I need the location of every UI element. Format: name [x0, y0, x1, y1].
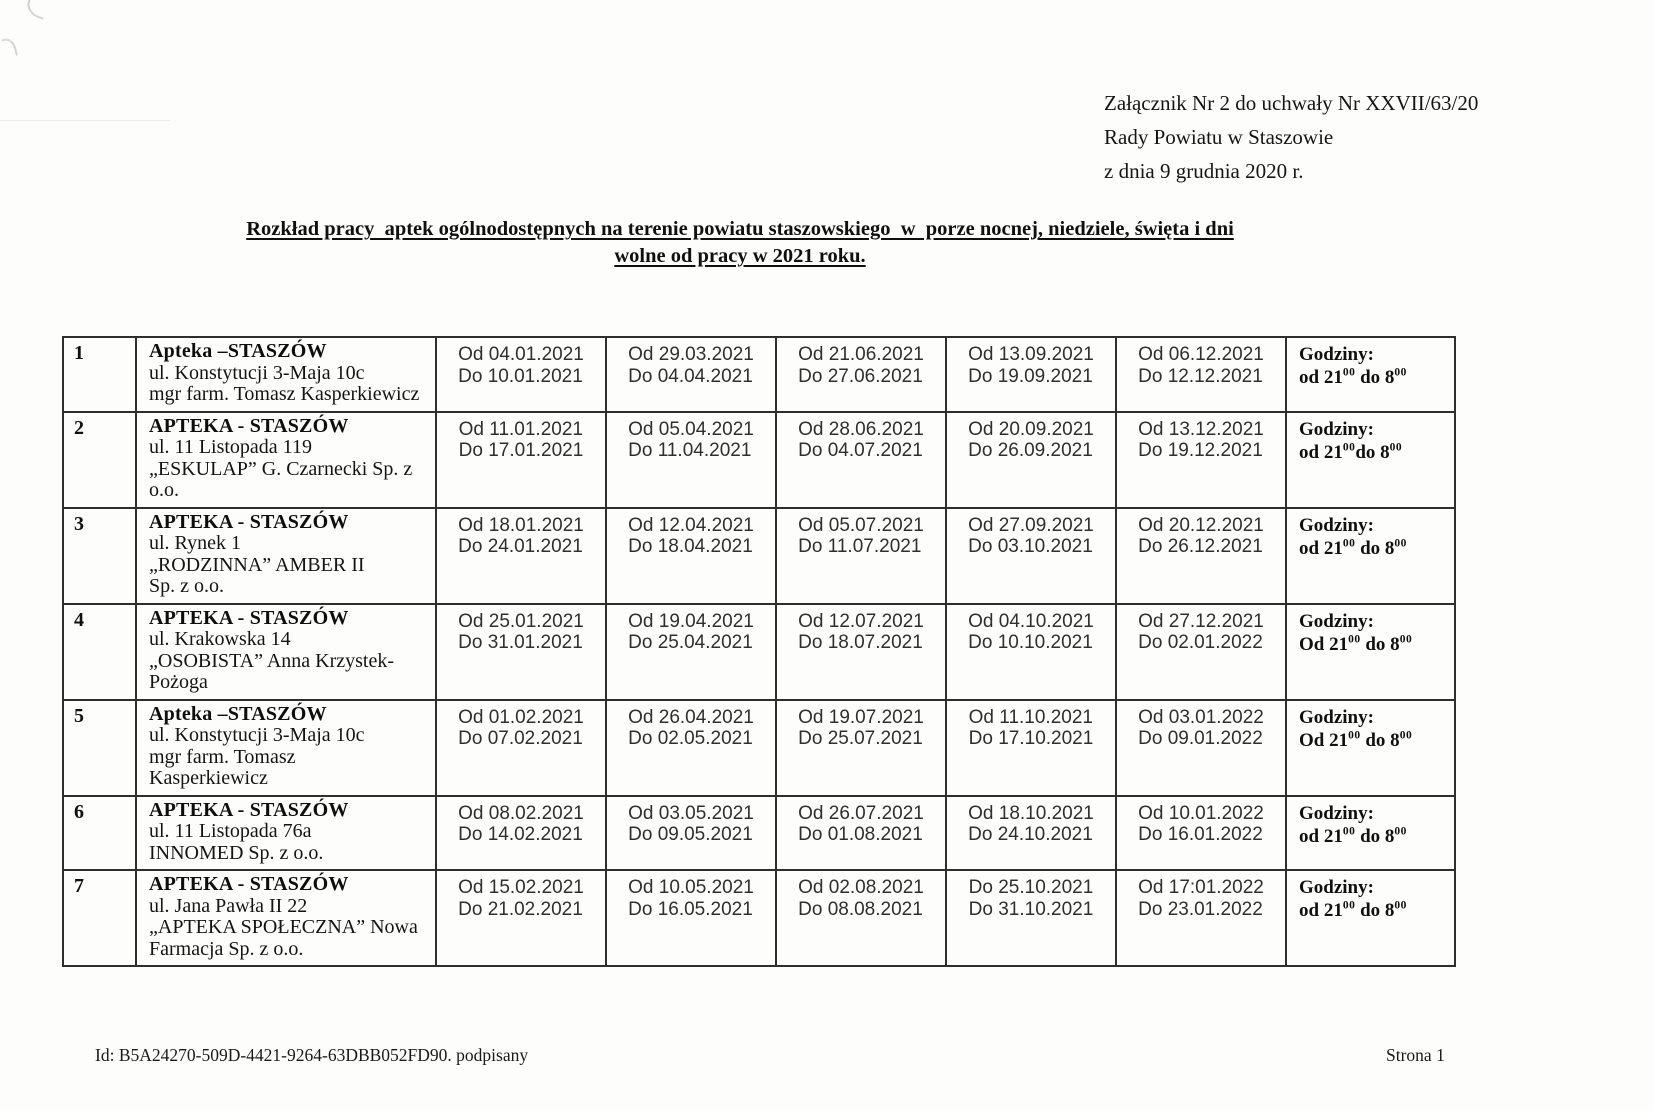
period-dates — [1138, 877, 1264, 920]
hours-text: od 21 — [1299, 900, 1343, 921]
period-end-date: Do 26.12.2021 — [1138, 536, 1263, 557]
schedule-period-cell — [436, 796, 606, 871]
pharmacy-name: Apteka –STASZÓW — [149, 702, 327, 725]
hours-superscript: 00 — [1342, 537, 1356, 550]
period-dates — [1138, 707, 1264, 750]
pharmacy-name: Apteka –STASZÓW — [149, 340, 327, 362]
attachment-reference: Załącznik Nr 2 do uchwały Nr XXVII/63/20 — [1104, 91, 1479, 115]
period-end-date: Do 16.01.2022 — [1138, 824, 1263, 845]
period-end-date: Do 18.07.2021 — [798, 632, 923, 653]
pharmacy-row — [63, 796, 1455, 871]
hours-text: Od 21 — [1299, 633, 1349, 655]
schedule-period-cell — [946, 337, 1116, 412]
schedule-period-cell — [436, 700, 606, 796]
period-start-date: Od 29.03.2021 — [628, 344, 754, 365]
period-start-date: Od 04.01.2021 — [458, 344, 584, 365]
title-line-1: Rozkład pracy aptek ogólnodostępnych na terenie powiatu staszowskiego w porze nocnej, niedziele, święta i dni — [246, 218, 1234, 240]
schedule-period-cell — [776, 508, 946, 604]
period-start-date: Od 10.05.2021 — [628, 877, 754, 898]
hours-superscript: 00 — [1394, 537, 1407, 550]
period-start-date: Od 02.08.2021 — [798, 877, 924, 898]
period-start-date: Od 05.04.2021 — [628, 418, 754, 440]
pharmacy-address-line: ul. Krakowska 14 — [149, 628, 291, 650]
pharmacy-address-line: Pożoga — [149, 671, 208, 693]
pharmacy-address-line: Kasperkiewicz — [149, 767, 268, 789]
period-end-date: Do 23.01.2022 — [1138, 898, 1263, 920]
hours-cell — [1286, 508, 1455, 604]
period-dates — [968, 515, 1094, 558]
period-start-date: Od 20.12.2021 — [1138, 514, 1264, 536]
period-end-date: Do 25.07.2021 — [798, 728, 923, 749]
pharmacy-name: APTEKA - STASZÓW — [149, 873, 349, 895]
period-end-date: Do 11.04.2021 — [628, 440, 752, 461]
schedule-period-cell — [1116, 604, 1286, 700]
period-start-date: Od 12.07.2021 — [798, 610, 924, 632]
hours-value — [1299, 633, 1452, 656]
pharmacy-name-cell — [136, 337, 436, 412]
period-end-date: Do 17.10.2021 — [968, 728, 1094, 749]
hours-cell — [1286, 337, 1455, 412]
period-start-date: Od 19.07.2021 — [798, 706, 924, 728]
schedule-period-cell — [606, 870, 776, 966]
hours-superscript: 00 — [1342, 899, 1356, 912]
schedule-period-cell — [776, 337, 946, 412]
period-start-date: Od 28.06.2021 — [798, 418, 924, 440]
hours-label: Godziny: — [1299, 706, 1374, 728]
period-end-date: Do 14.02.2021 — [458, 824, 583, 845]
pharmacy-address-line: ul. Jana Pawła II 22 — [149, 894, 308, 917]
scan-artifact — [1, 37, 18, 58]
period-dates — [968, 611, 1094, 654]
schedule-period-cell — [946, 870, 1116, 966]
schedule-period-cell — [606, 412, 776, 508]
pharmacy-row — [63, 870, 1455, 966]
period-end-date: Do 10.10.2021 — [968, 632, 1093, 653]
hours-cell — [1286, 870, 1455, 966]
hours-superscript: 00 — [1342, 441, 1356, 454]
hours-text: od 21 — [1299, 825, 1343, 847]
hours-superscript: 00 — [1394, 899, 1407, 912]
row-number: 4 — [63, 604, 136, 700]
hours-text: od 21 — [1299, 537, 1343, 559]
period-end-date: Do 10.01.2021 — [458, 365, 583, 387]
hours-text: Od 21 — [1299, 729, 1349, 751]
period-end-date: Do 04.07.2021 — [798, 440, 923, 461]
period-dates — [458, 877, 584, 920]
hours-superscript: 00 — [1342, 825, 1356, 838]
period-end-date: Do 31.01.2021 — [458, 632, 583, 653]
hours-label: Godziny: — [1299, 877, 1374, 898]
period-dates — [628, 611, 754, 654]
period-dates — [628, 419, 754, 462]
pharmacy-name: APTEKA - STASZÓW — [149, 414, 349, 437]
document-id: Id: B5A24270-509D-4421-9264-63DBB052FD90. podpisany — [95, 1045, 529, 1065]
pharmacy-row — [63, 700, 1455, 796]
pharmacy-name: APTEKA - STASZÓW — [149, 606, 349, 629]
period-dates — [458, 611, 584, 654]
period-start-date: Od 21.06.2021 — [798, 344, 924, 365]
hours-label: Godziny: — [1299, 418, 1374, 440]
period-dates — [798, 419, 924, 462]
row-number: 3 — [63, 508, 136, 604]
period-dates — [1138, 344, 1264, 387]
schedule-period-cell — [436, 508, 606, 604]
pharmacy-address-line: mgr farm. Tomasz — [149, 745, 296, 768]
period-dates — [458, 344, 584, 387]
period-start-date: Od 17:01.2022 — [1138, 877, 1264, 898]
period-dates — [628, 877, 754, 920]
pharmacy-address-line: ul. 11 Listopada 119 — [149, 436, 312, 458]
period-start-date: Od 27.09.2021 — [968, 514, 1094, 536]
hours-label: Godziny: — [1299, 802, 1374, 824]
hours-value — [1299, 537, 1452, 560]
period-start-date: Od 15.02.2021 — [458, 877, 584, 898]
period-dates — [1138, 419, 1264, 462]
attachment-header — [1104, 86, 1478, 188]
pharmacy-row — [63, 604, 1455, 700]
schedule-period-cell — [946, 508, 1116, 604]
hours-text: do 8 — [1355, 825, 1395, 847]
period-start-date: Od 03.01.2022 — [1138, 706, 1264, 728]
pharmacy-row — [63, 412, 1455, 508]
schedule-period-cell — [776, 870, 946, 966]
period-start-date: Od 03.05.2021 — [628, 802, 754, 824]
schedule-period-cell — [946, 412, 1116, 508]
period-end-date: Do 17.01.2021 — [458, 440, 584, 461]
schedule-period-cell — [606, 796, 776, 871]
schedule-period-cell — [1116, 870, 1286, 966]
pharmacy-address-line: „RODZINNA” AMBER II — [149, 553, 365, 576]
hours-superscript: 00 — [1394, 366, 1407, 379]
period-end-date: Do 04.04.2021 — [628, 365, 753, 387]
period-end-date: Do 09.01.2022 — [1138, 728, 1263, 749]
schedule-period-cell — [1116, 337, 1286, 412]
period-start-date: Od 11.10.2021 — [968, 706, 1093, 728]
period-end-date: Do 18.04.2021 — [628, 536, 753, 557]
period-start-date: Od 11.01.2021 — [458, 418, 583, 440]
period-dates — [628, 803, 754, 846]
pharmacy-address-line: ul. Rynek 1 — [149, 532, 241, 554]
pharmacy-name-cell — [136, 412, 436, 508]
period-dates — [458, 707, 584, 750]
period-start-date: Od 19.04.2021 — [628, 610, 754, 632]
period-dates — [969, 707, 1094, 750]
period-end-date: Do 31.10.2021 — [968, 898, 1094, 920]
period-end-date: Do 09.05.2021 — [628, 824, 753, 845]
schedule-period-cell — [436, 870, 606, 966]
period-start-date: Od 01.02.2021 — [458, 706, 584, 728]
hours-superscript: 00 — [1394, 825, 1407, 838]
row-number: 5 — [63, 700, 136, 796]
pharmacy-name-cell — [136, 604, 436, 700]
hours-text: do 8 — [1355, 900, 1395, 921]
period-end-date: Do 08.08.2021 — [798, 898, 923, 920]
period-end-date: Do 25.04.2021 — [628, 632, 753, 653]
period-start-date: Od 25.01.2021 — [458, 610, 584, 632]
period-dates — [458, 515, 584, 558]
period-dates — [968, 344, 1094, 387]
hours-text: do 8 — [1360, 633, 1400, 655]
hours-label: Godziny: — [1299, 610, 1374, 632]
schedule-period-cell — [1116, 508, 1286, 604]
period-end-date: Do 02.01.2022 — [1138, 632, 1263, 653]
period-start-date: Od 10.01.2022 — [1138, 802, 1264, 824]
period-dates — [628, 707, 754, 750]
period-end-date: Do 21.02.2021 — [458, 898, 583, 920]
period-start-date: Od 26.07.2021 — [798, 802, 924, 824]
hours-text: od 21 — [1299, 441, 1343, 463]
schedule-period-cell — [1116, 796, 1286, 871]
period-end-date: Do 24.10.2021 — [968, 824, 1093, 845]
period-dates — [798, 515, 924, 558]
pharmacy-address-line: „ESKULAP” G. Czarnecki Sp. z — [149, 457, 413, 480]
pharmacy-address-line: mgr farm. Tomasz Kasperkiewicz — [149, 383, 420, 405]
period-start-date: Od 12.04.2021 — [628, 514, 754, 536]
period-end-date: Do 03.10.2021 — [968, 536, 1093, 557]
council-name: Rady Powiatu w Staszowie — [1104, 125, 1334, 149]
pharmacy-address-line: ul. Konstytucji 3-Maja 10c — [149, 361, 365, 384]
row-number: 6 — [63, 796, 136, 871]
hours-value — [1299, 825, 1452, 848]
schedule-period-cell — [606, 508, 776, 604]
schedule-period-cell — [776, 700, 946, 796]
schedule-period-cell — [606, 604, 776, 700]
scan-artifact — [24, 0, 48, 20]
period-end-date: Do 19.09.2021 — [968, 365, 1093, 387]
period-dates — [798, 803, 924, 846]
hours-text: do 8 — [1355, 537, 1395, 559]
schedule-period-cell — [776, 796, 946, 871]
schedule-period-cell — [1116, 412, 1286, 508]
period-start-date: Od 08.02.2021 — [458, 802, 584, 824]
period-start-date: Od 18.01.2021 — [458, 514, 584, 536]
hours-superscript: 00 — [1348, 633, 1361, 646]
hours-text: do 8 — [1360, 729, 1400, 751]
period-start-date: Od 13.09.2021 — [968, 344, 1094, 365]
period-dates — [968, 419, 1094, 462]
hours-superscript: 00 — [1348, 729, 1361, 742]
schedule-period-cell — [776, 412, 946, 508]
pharmacy-address-line: Sp. z o.o. — [149, 575, 224, 597]
schedule-period-cell — [946, 796, 1116, 871]
hours-superscript: 00 — [1399, 729, 1413, 742]
hours-value — [1299, 441, 1452, 464]
schedule-period-cell — [436, 412, 606, 508]
period-start-date: Od 20.09.2021 — [968, 418, 1094, 440]
period-end-date: Do 27.06.2021 — [798, 365, 923, 387]
hours-superscript: 00 — [1399, 633, 1413, 646]
hours-text: od 21 — [1299, 367, 1343, 388]
period-end-date: Do 16.05.2021 — [628, 898, 753, 920]
title-line-2: wolne od pracy w 2021 roku. — [614, 245, 866, 267]
resolution-date: z dnia 9 grudnia 2020 r. — [1104, 159, 1304, 183]
period-dates — [798, 611, 924, 654]
period-start-date: Od 26.04.2021 — [628, 706, 754, 728]
period-dates — [1138, 611, 1264, 654]
pharmacy-table-body — [63, 337, 1455, 966]
schedule-period-cell — [606, 700, 776, 796]
period-dates — [798, 877, 924, 920]
period-dates — [1138, 803, 1264, 846]
period-end-date: Do 02.05.2021 — [628, 728, 753, 749]
pharmacy-row — [63, 508, 1455, 604]
period-start-date: Od 13.12.2021 — [1138, 418, 1264, 440]
pharmacy-address-line: ul. 11 Listopada 76a — [149, 820, 312, 842]
period-end-date: Do 19.12.2021 — [1138, 440, 1263, 461]
pharmacy-address-line: „OSOBISTA” Anna Krzystek- — [149, 649, 395, 672]
pharmacy-address-line: ul. Konstytucji 3-Maja 10c — [149, 724, 365, 746]
schedule-period-cell — [436, 337, 606, 412]
pharmacy-address-line: INNOMED Sp. z o.o. — [149, 841, 324, 864]
period-dates — [969, 877, 1094, 920]
hours-label: Godziny: — [1299, 344, 1374, 365]
schedule-period-cell — [946, 604, 1116, 700]
pharmacy-name-cell — [136, 870, 436, 966]
hours-value — [1299, 366, 1452, 389]
period-end-date: Do 26.09.2021 — [968, 440, 1093, 461]
page-number: Strona 1 — [1386, 1045, 1445, 1065]
hours-value — [1299, 729, 1452, 752]
hours-cell — [1286, 796, 1455, 871]
schedule-period-cell — [606, 337, 776, 412]
row-number: 7 — [63, 870, 136, 966]
pharmacy-schedule-table — [62, 336, 1456, 967]
hours-text: do 8 — [1355, 441, 1390, 463]
pharmacy-address-line: o.o. — [149, 479, 179, 501]
hours-cell — [1286, 604, 1455, 700]
period-start-date: Od 06.12.2021 — [1138, 344, 1264, 365]
schedule-period-cell — [776, 604, 946, 700]
period-start-date: Od 04.10.2021 — [968, 610, 1094, 632]
pharmacy-name-cell — [136, 508, 436, 604]
period-end-date: Do 11.07.2021 — [798, 536, 922, 557]
period-end-date: Do 24.01.2021 — [458, 536, 583, 557]
row-number: 1 — [63, 337, 136, 412]
schedule-period-cell — [946, 700, 1116, 796]
pharmacy-name: APTEKA - STASZÓW — [149, 510, 349, 533]
period-dates — [628, 344, 754, 387]
row-number: 2 — [63, 412, 136, 508]
period-dates — [458, 803, 584, 846]
pharmacy-address-line: Farmacja Sp. z o.o. — [149, 937, 304, 960]
pharmacy-name-cell — [136, 796, 436, 871]
hours-label: Godziny: — [1299, 514, 1374, 536]
period-start-date: Od 05.07.2021 — [798, 514, 924, 536]
schedule-period-cell — [1116, 700, 1286, 796]
hours-text: do 8 — [1355, 367, 1395, 388]
period-dates — [798, 707, 924, 750]
pharmacy-name: APTEKA - STASZÓW — [149, 798, 349, 821]
period-dates — [968, 803, 1094, 846]
period-start-date: Od 27.12.2021 — [1138, 610, 1264, 632]
period-end-date: Do 01.08.2021 — [798, 824, 923, 845]
period-end-date: Do 12.12.2021 — [1138, 365, 1263, 387]
schedule-period-cell — [436, 604, 606, 700]
document-title — [90, 216, 1390, 270]
pharmacy-row — [63, 337, 1455, 412]
pharmacy-name-cell — [136, 700, 436, 796]
hours-value — [1299, 899, 1452, 922]
period-start-date: Od 18.10.2021 — [968, 802, 1094, 824]
hours-cell — [1286, 700, 1455, 796]
period-end-date: Do 07.02.2021 — [458, 728, 583, 749]
pharmacy-address-line: „APTEKA SPOŁECZNA” Nowa — [149, 916, 418, 938]
period-dates — [628, 515, 754, 558]
scan-artifact — [0, 120, 170, 121]
hours-superscript: 00 — [1342, 366, 1356, 379]
hours-superscript: 00 — [1389, 441, 1403, 454]
period-dates — [1138, 515, 1264, 558]
hours-cell — [1286, 412, 1455, 508]
period-dates — [459, 419, 584, 462]
period-start-date: Do 25.10.2021 — [968, 877, 1094, 898]
period-dates — [798, 344, 924, 387]
